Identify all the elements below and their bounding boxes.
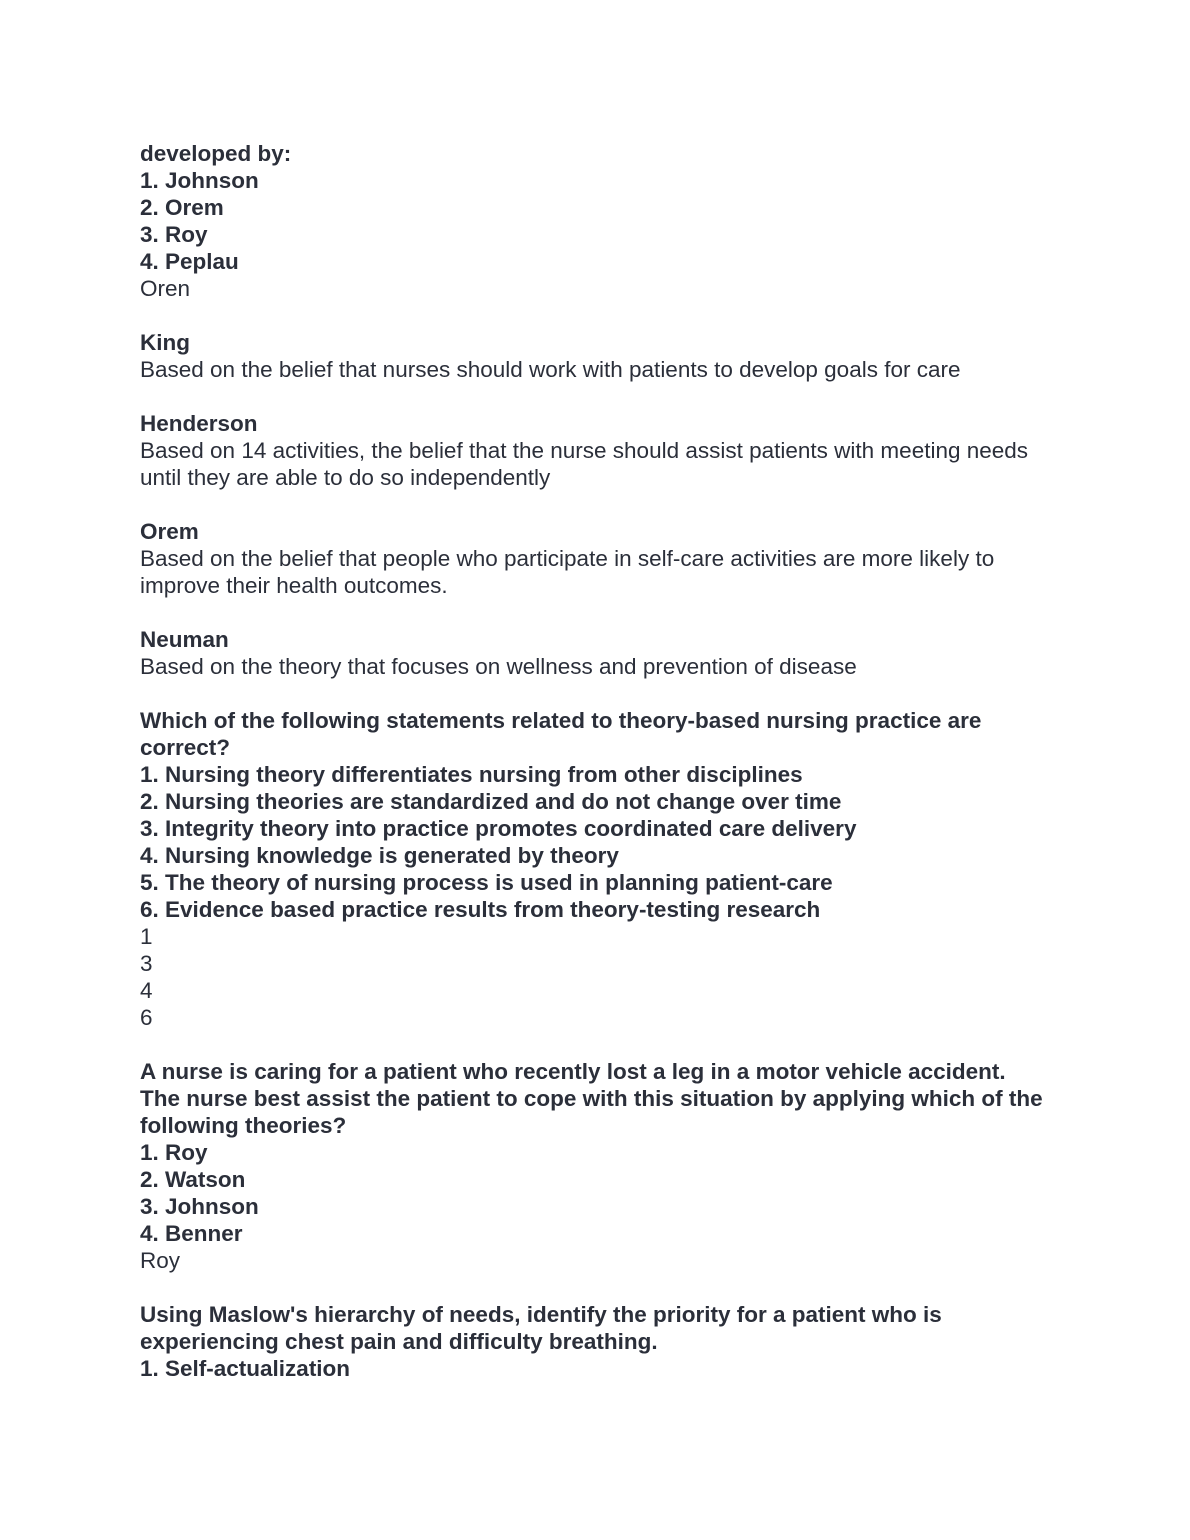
intro-answer: Oren: [140, 276, 191, 301]
card-term: King: [140, 330, 190, 355]
question-answer: 6: [140, 1005, 153, 1030]
question-maslow: [140, 1301, 1050, 1382]
question-option: 3. Johnson: [140, 1194, 259, 1219]
question-text: A nurse is caring for a patient who recently lost a leg in a motor vehicle accident. The nurse best assist the patient to cope with this situation by applying which of the following theories?: [140, 1059, 1043, 1138]
card-king: [140, 329, 1050, 383]
card-definition: Based on 14 activities, the belief that the nurse should assist patients with meeting needs until they are able to do so independently: [140, 438, 1029, 490]
question-option: 2. Watson: [140, 1167, 246, 1192]
question-text: Using Maslow's hierarchy of needs, identify the priority for a patient who is experiencing chest pain and difficulty breathing.: [140, 1302, 942, 1354]
intro-question-text: developed by:: [140, 141, 292, 166]
question-theory-practice: [140, 707, 1050, 1031]
card-definition: Based on the theory that focuses on wellness and prevention of disease: [140, 654, 857, 679]
card-neuman: [140, 626, 1050, 680]
card-definition: Based on the belief that nurses should work with patients to develop goals for care: [140, 357, 961, 382]
question-option: 3. Integrity theory into practice promotes coordinated care delivery: [140, 816, 857, 841]
card-term: Henderson: [140, 411, 258, 436]
question-answer: Roy: [140, 1248, 181, 1273]
question-option: 1. Roy: [140, 1140, 208, 1165]
document-page: [140, 140, 1050, 1382]
card-term: Orem: [140, 519, 199, 544]
question-option: 4. Benner: [140, 1221, 243, 1246]
question-text: Which of the following statements related to theory-based nursing practice are correct?: [140, 708, 982, 760]
card-term: Neuman: [140, 627, 229, 652]
question-amputation: [140, 1058, 1050, 1274]
question-option: 2. Nursing theories are standardized and do not change over time: [140, 789, 842, 814]
question-option: 6. Evidence based practice results from theory-testing research: [140, 897, 821, 922]
question-option: 1. Self-actualization: [140, 1356, 351, 1381]
intro-option: 4. Peplau: [140, 249, 239, 274]
intro-option: 3. Roy: [140, 222, 208, 247]
intro-option: 2. Orem: [140, 195, 224, 220]
question-option: 5. The theory of nursing process is used in planning patient-care: [140, 870, 833, 895]
card-orem: [140, 518, 1050, 599]
question-answer: 3: [140, 951, 153, 976]
card-henderson: [140, 410, 1050, 491]
question-answer: 4: [140, 978, 153, 1003]
question-answer: 1: [140, 924, 153, 949]
intro-question: [140, 140, 1050, 302]
question-option: 1. Nursing theory differentiates nursing from other disciplines: [140, 762, 803, 787]
question-option: 4. Nursing knowledge is generated by theory: [140, 843, 619, 868]
card-definition: Based on the belief that people who participate in self-care activities are more likely to improve their health outcomes.: [140, 546, 995, 598]
intro-option: 1. Johnson: [140, 168, 259, 193]
